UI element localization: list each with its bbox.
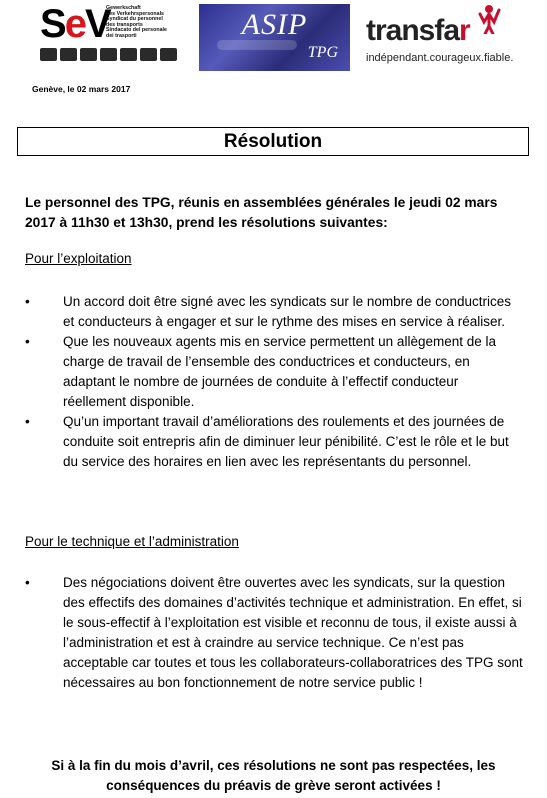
list-item-text: Des négociations doivent être ouvertes avec les syndicats, sur la question des effectifs des domaines d’activités technique et administration. En effet, si le sous-effectif à l’exploitation est visible et reconnu de tous, il existe aussi à l’administration et est à craindre au service technique. Ce n’est pas acceptable car toutes et tous les collaborateurs-collaboratrices des TPG sont nécessaires au bon fonctionnement de notre service public ! [63, 575, 523, 690]
cablecar-icon [100, 48, 117, 61]
bullet-icon: • [25, 294, 30, 309]
list-item [25, 292, 525, 332]
list-item-text: Un accord doit être signé avec les syndicats sur le nombre de conductrices et conducteurs à engager et sur le rythme des mises en service à réaliser. [63, 294, 511, 329]
bullet-icon: • [25, 414, 30, 429]
document-title: Résolution [17, 127, 529, 156]
bullet-icon: • [25, 334, 30, 349]
section-heading-technique-administration: Pour le technique et l’administration [25, 534, 239, 549]
list-item-text: Que les nouveaux agents mis en service permettent un allègement de la charge de travail de l’ensemble des conductrices et conducteurs, en adaptant le nombre de journées de conduite à l’effectif conducteur réellement disponible. [63, 334, 497, 409]
sev-logo-text: Gewerkschaft des Verkehrspersonals Syndicat du personnel des transports Sindacato del personale dei trasporti [106, 5, 167, 39]
document-date: Genève, le 02 mars 2017 [32, 84, 131, 94]
list-item [25, 412, 525, 472]
plane-icon [160, 48, 177, 61]
section-heading-exploitation: Pour l’exploitation [25, 251, 132, 266]
bus-icon [40, 48, 57, 61]
funicular-icon [140, 48, 157, 61]
transfair-logo [364, 4, 514, 70]
intro-paragraph: Le personnel des TPG, réunis en assemblées générales le jeudi 02 mars 2017 à 11h30 et 13h30, prend les résolutions suivantes: [25, 195, 498, 230]
sev-logo [40, 2, 190, 74]
list-item [25, 573, 525, 693]
list-item-text: Qu’un important travail d’améliorations des roulements et des journées de conduite soit entrepris afin de diminuer leur pénibilité. C’est le rôle et le but du service des horaires en lien avec les représentants du personnel. [63, 414, 509, 469]
transfair-logo-name: transfar [366, 14, 470, 47]
asip-logo [199, 4, 350, 71]
asip-logo-subtitle: TPG [307, 44, 338, 61]
ship-icon [120, 48, 137, 61]
tram-icon [80, 48, 97, 61]
bullet-icon: • [25, 575, 30, 590]
bullet-list-technique-administration [25, 573, 525, 693]
transport-icons [40, 48, 177, 61]
closing-statement: Si à la fin du mois d’avril, ces résolutions ne sont pas respectées, les conséquences du préavis de grève seront activées ! [51, 758, 496, 793]
transfair-tagline: indépendant.courageux.fiable. [366, 52, 514, 64]
list-item [25, 332, 525, 412]
train-icon [60, 48, 77, 61]
bullet-list-exploitation [25, 292, 525, 472]
asip-logo-title: ASIP [241, 8, 308, 41]
sev-logo-mark: SeV [40, 2, 110, 46]
person-figure-icon [476, 4, 502, 34]
